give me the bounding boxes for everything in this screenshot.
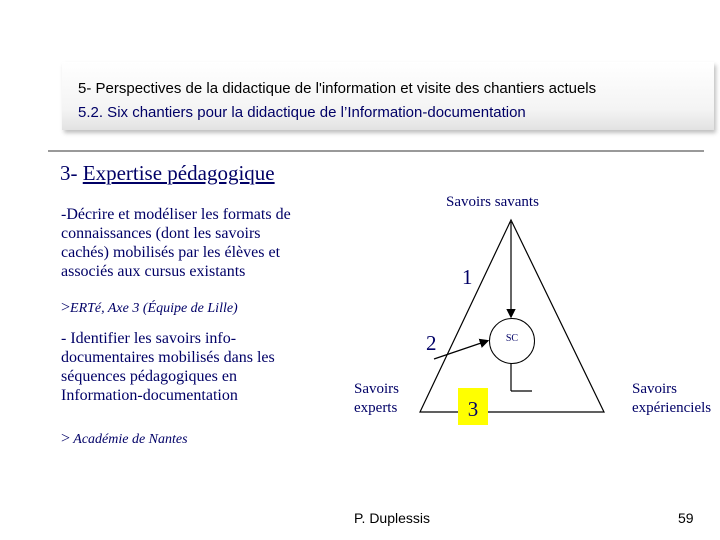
triangle-outline [420,220,604,412]
center-circle-sc: SC [489,318,535,364]
diagram-number-3-highlighted: 3 [458,388,488,425]
diagram-number-2: 2 [426,331,437,355]
header-subtitle: 5.2. Six chantiers pour la didactique de l’Information-documentation [78,104,526,121]
item-2-ref-prefix: > [61,430,71,447]
diagram-number-1: 1 [462,265,473,289]
section-heading: Expertise pédagogique [82,161,275,185]
section-number: 3- [60,161,83,185]
item-1-ref-prefix: > [61,299,71,316]
arrow-2 [434,341,487,359]
label-savoirs-experienciels: Savoirs expérienciels [632,381,712,416]
label-savoirs-savants: Savoirs savants [446,194,539,210]
page-number: 59 [678,510,694,526]
footer-author: P. Duplessis [354,510,431,526]
item-2-text: - Identifier les savoirs info-documentaires mobilisés dans les séquences pédagogiques en Information-documentation [61,330,275,404]
item-1-text: -Décrire et modéliser les formats de connaissances (dont les savoirs cachés) mobilisés par les élèves et associés aux cursus existants [61,206,291,280]
header-title: 5- Perspectives de la didactique de l'information et visite des chantiers actuels [78,80,597,97]
item-1-ref-text: ERTé, Axe 3 (Équipe de Lille) [70,301,238,316]
item-2-ref-text: Académie de Nantes [70,432,188,447]
label-savoirs-experts: Savoirs experts [354,381,399,416]
